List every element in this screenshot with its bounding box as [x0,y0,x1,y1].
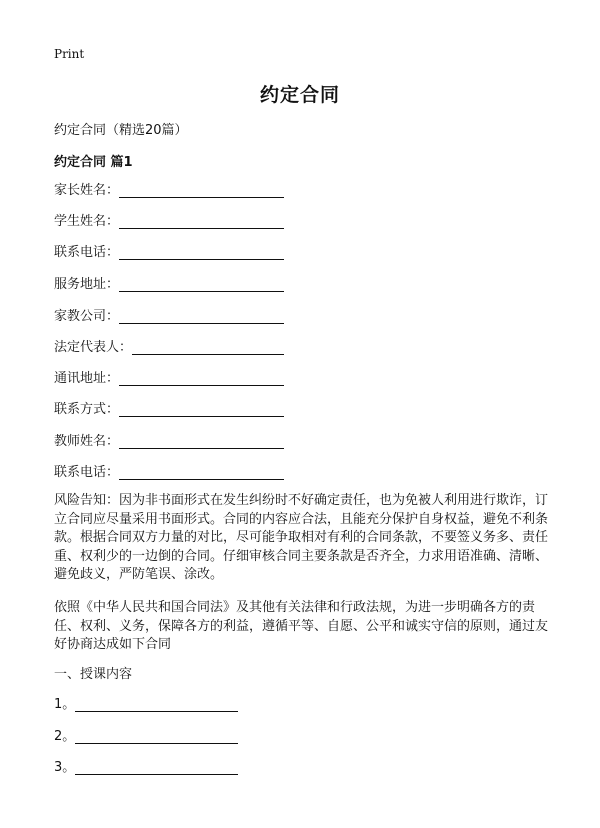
field-row-tutoring-company [54,306,284,326]
fill-in-line[interactable] [75,695,238,712]
fill-in-line[interactable] [75,727,238,744]
fill-in-line[interactable] [75,758,238,775]
item-number: 1。 [54,697,76,712]
field-label: 学生姓名： [54,214,120,229]
section-heading-course-content: 一、授课内容 [54,667,133,682]
field-row-mailing-address [54,368,284,388]
field-label: 法定代表人： [54,340,133,355]
numbered-item [54,694,238,714]
document-title: 约定合同 [259,84,340,106]
field-label: 联系电话： [54,465,120,480]
fill-in-line[interactable] [119,432,284,449]
field-label: 家长姓名： [54,183,120,198]
section-title: 约定合同 篇1 [54,155,133,170]
item-number: 2。 [54,729,76,744]
fill-in-line[interactable] [119,400,284,417]
risk-notice-paragraph: 风险告知：因为非书面形式在发生纠纷时不好确定责任，也为免被人利用进行欺诈，订立合同应尽量采用书面形式。合同的内容应合法，且能充分保护自身权益，避免不利条款。根据合同双方力量的对比，尽可能争取相对有利的合同条款，不要签义务多、责任重、权利少的一边倒的合同。仔细审核合同主要条款是否齐全，力求用语准确、清晰、避免歧义，严防笔误、涂改。 [54,493,549,582]
numbered-item [54,757,238,777]
field-row-student-name [54,211,284,231]
fill-in-line[interactable] [119,243,284,260]
field-row-contact-method [54,399,284,419]
field-row-parent-name [54,180,284,200]
field-label: 联系电话： [54,245,120,260]
field-row-teacher-name [54,431,284,451]
fill-in-line[interactable] [119,307,284,324]
field-row-service-address [54,274,284,294]
field-label: 家教公司： [54,309,120,324]
numbered-item [54,726,238,746]
field-label: 服务地址： [54,277,120,292]
fill-in-line[interactable] [119,181,284,198]
field-label: 联系方式： [54,402,120,417]
document-subtitle: 约定合同（精选20篇） [54,123,188,138]
print-link[interactable]: Print [54,47,85,61]
item-number: 3。 [54,760,76,775]
fill-in-line[interactable] [119,212,284,229]
fill-in-line[interactable] [119,463,284,480]
field-label: 通讯地址： [54,371,120,386]
fill-in-line[interactable] [132,338,284,355]
field-row-phone [54,242,284,262]
field-row-phone-2 [54,462,284,482]
fill-in-line[interactable] [119,275,284,292]
legal-basis-paragraph: 依照《中华人民共和国合同法》及其他有关法律和行政法规，为进一步明确各方的责任、权利、义务，保障各方的利益，遵循平等、自愿、公平和诚实守信的原则，通过友好协商达成如下合同 [54,600,549,652]
field-label: 教师姓名： [54,434,120,449]
fill-in-line[interactable] [119,369,284,386]
field-row-legal-representative [54,337,284,357]
